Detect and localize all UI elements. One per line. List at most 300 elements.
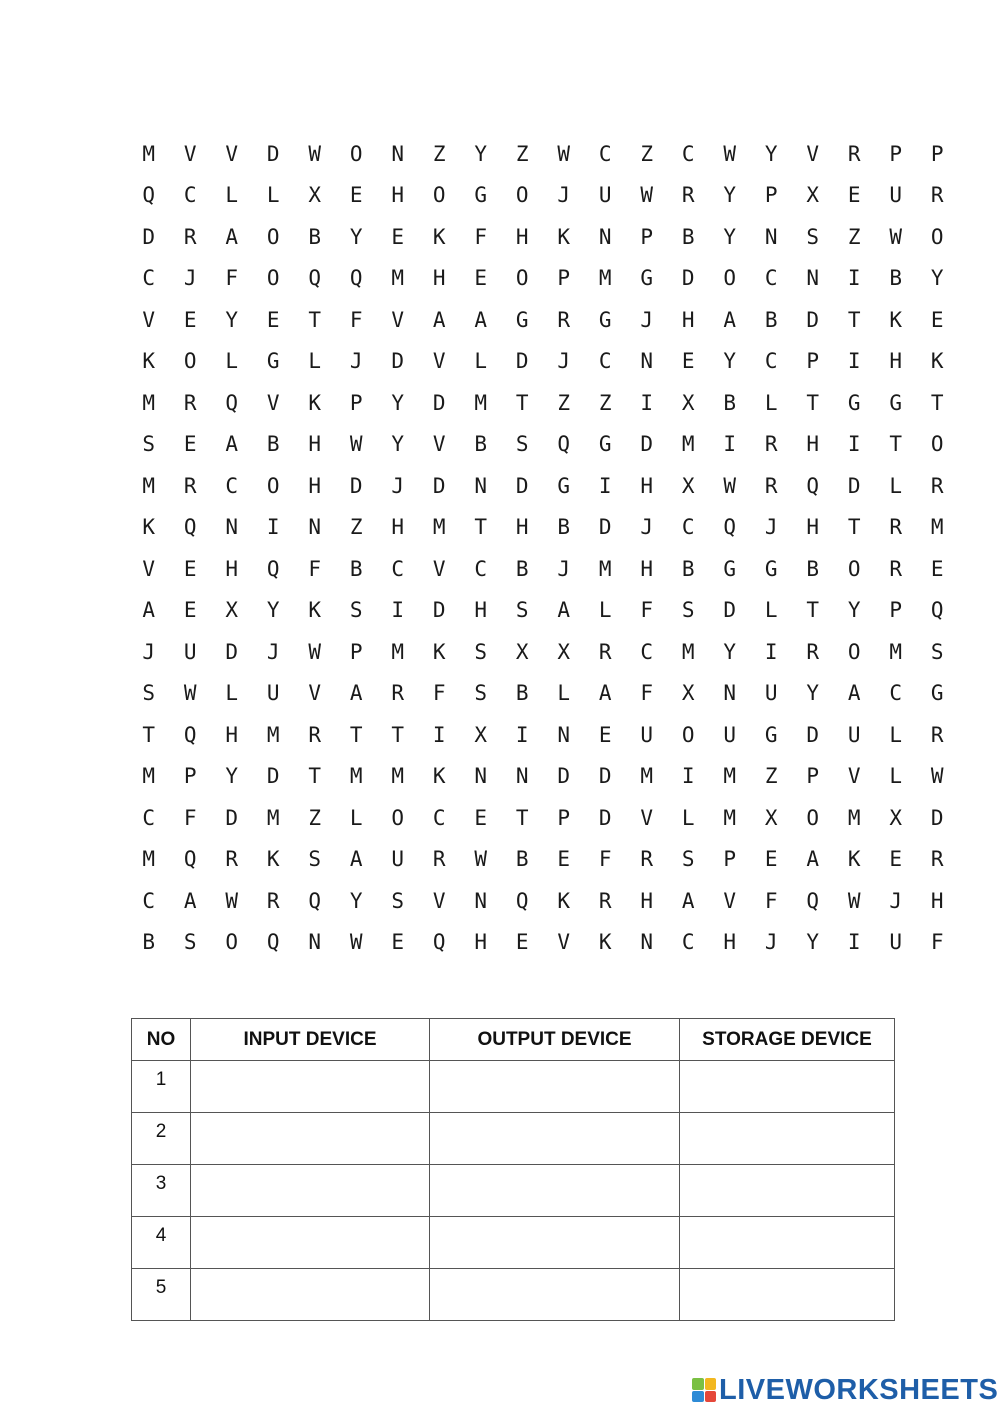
grid-letter[interactable]: W [723, 141, 737, 166]
grid-letter[interactable]: I [847, 432, 861, 457]
grid-letter[interactable]: M [432, 515, 446, 540]
grid-letter[interactable]: E [183, 598, 197, 623]
grid-letter[interactable]: Q [515, 888, 529, 913]
grid-letter[interactable]: J [557, 183, 571, 208]
grid-letter[interactable]: K [847, 847, 861, 872]
grid-letter[interactable]: Q [432, 930, 446, 955]
grid-letter[interactable]: N [308, 930, 322, 955]
grid-letter[interactable]: U [640, 722, 654, 747]
grid-letter[interactable]: Q [183, 515, 197, 540]
grid-letter[interactable]: T [474, 515, 488, 540]
grid-letter[interactable]: Z [764, 764, 778, 789]
grid-letter[interactable]: P [557, 805, 571, 830]
grid-letter[interactable]: Z [598, 390, 612, 415]
grid-letter[interactable]: F [764, 888, 778, 913]
grid-letter[interactable]: D [515, 349, 529, 374]
grid-letter[interactable]: L [225, 349, 239, 374]
grid-letter[interactable]: M [266, 722, 280, 747]
grid-letter[interactable]: A [847, 681, 861, 706]
grid-letter[interactable]: C [142, 888, 156, 913]
grid-letter[interactable]: L [225, 681, 239, 706]
grid-letter[interactable]: D [598, 764, 612, 789]
storage-device-cell[interactable] [680, 1113, 895, 1165]
grid-letter[interactable]: B [349, 556, 363, 581]
grid-letter[interactable]: G [515, 307, 529, 332]
grid-letter[interactable]: L [349, 805, 363, 830]
grid-letter[interactable]: K [889, 307, 903, 332]
grid-letter[interactable]: M [723, 805, 737, 830]
grid-letter[interactable]: C [640, 639, 654, 664]
grid-letter[interactable]: W [308, 141, 322, 166]
grid-letter[interactable]: G [764, 722, 778, 747]
grid-letter[interactable]: X [474, 722, 488, 747]
storage-device-cell[interactable] [680, 1061, 895, 1113]
grid-letter[interactable]: C [391, 556, 405, 581]
grid-letter[interactable]: H [681, 307, 695, 332]
grid-letter[interactable]: N [515, 764, 529, 789]
input-device-cell[interactable] [191, 1165, 430, 1217]
grid-letter[interactable]: E [930, 556, 944, 581]
grid-letter[interactable]: Y [391, 432, 405, 457]
grid-letter[interactable]: W [557, 141, 571, 166]
grid-letter[interactable]: X [681, 390, 695, 415]
grid-letter[interactable]: T [847, 307, 861, 332]
grid-letter[interactable]: F [930, 930, 944, 955]
grid-letter[interactable]: O [266, 266, 280, 291]
grid-letter[interactable]: C [142, 266, 156, 291]
grid-letter[interactable]: A [681, 888, 695, 913]
grid-letter[interactable]: O [349, 141, 363, 166]
grid-letter[interactable]: G [723, 556, 737, 581]
grid-letter[interactable]: A [225, 224, 239, 249]
grid-letter[interactable]: H [391, 515, 405, 540]
grid-letter[interactable]: A [225, 432, 239, 457]
storage-device-cell[interactable] [680, 1217, 895, 1269]
grid-letter[interactable]: R [391, 681, 405, 706]
grid-letter[interactable]: G [598, 432, 612, 457]
grid-letter[interactable]: N [474, 473, 488, 498]
grid-letter[interactable]: L [557, 681, 571, 706]
grid-letter[interactable]: T [889, 432, 903, 457]
grid-letter[interactable]: W [349, 432, 363, 457]
grid-letter[interactable]: N [806, 266, 820, 291]
grid-letter[interactable]: M [391, 639, 405, 664]
grid-letter[interactable]: X [806, 183, 820, 208]
grid-letter[interactable]: K [557, 224, 571, 249]
grid-letter[interactable]: D [142, 224, 156, 249]
grid-letter[interactable]: E [764, 847, 778, 872]
grid-letter[interactable]: L [764, 598, 778, 623]
grid-letter[interactable]: M [930, 515, 944, 540]
grid-letter[interactable]: T [308, 307, 322, 332]
grid-letter[interactable]: Y [806, 930, 820, 955]
grid-letter[interactable]: H [474, 930, 488, 955]
grid-letter[interactable]: L [598, 598, 612, 623]
grid-letter[interactable]: O [681, 722, 695, 747]
grid-letter[interactable]: E [474, 266, 488, 291]
grid-letter[interactable]: P [183, 764, 197, 789]
grid-letter[interactable]: W [889, 224, 903, 249]
grid-letter[interactable]: P [723, 847, 737, 872]
grid-letter[interactable]: U [847, 722, 861, 747]
grid-letter[interactable]: R [930, 847, 944, 872]
grid-letter[interactable]: W [225, 888, 239, 913]
grid-letter[interactable]: O [806, 805, 820, 830]
grid-letter[interactable]: V [308, 681, 322, 706]
grid-letter[interactable]: L [889, 722, 903, 747]
grid-letter[interactable]: M [142, 764, 156, 789]
grid-letter[interactable]: H [640, 888, 654, 913]
grid-letter[interactable]: J [557, 556, 571, 581]
grid-letter[interactable]: Q [557, 432, 571, 457]
grid-letter[interactable]: C [183, 183, 197, 208]
grid-letter[interactable]: S [142, 432, 156, 457]
grid-letter[interactable]: P [930, 141, 944, 166]
output-device-cell[interactable] [430, 1165, 680, 1217]
grid-letter[interactable]: N [308, 515, 322, 540]
grid-letter[interactable]: H [806, 515, 820, 540]
grid-letter[interactable]: K [598, 930, 612, 955]
grid-letter[interactable]: C [225, 473, 239, 498]
grid-letter[interactable]: Z [515, 141, 529, 166]
grid-letter[interactable]: H [432, 266, 446, 291]
grid-letter[interactable]: L [889, 473, 903, 498]
grid-letter[interactable]: V [142, 307, 156, 332]
grid-letter[interactable]: U [183, 639, 197, 664]
grid-letter[interactable]: N [391, 141, 405, 166]
grid-letter[interactable]: B [681, 224, 695, 249]
grid-letter[interactable]: L [681, 805, 695, 830]
grid-letter[interactable]: K [432, 224, 446, 249]
grid-letter[interactable]: M [142, 390, 156, 415]
grid-letter[interactable]: V [183, 141, 197, 166]
grid-letter[interactable]: J [349, 349, 363, 374]
grid-letter[interactable]: I [847, 266, 861, 291]
grid-letter[interactable]: M [889, 639, 903, 664]
grid-letter[interactable]: A [474, 307, 488, 332]
grid-letter[interactable]: E [474, 805, 488, 830]
grid-letter[interactable]: G [598, 307, 612, 332]
grid-letter[interactable]: M [391, 266, 405, 291]
grid-letter[interactable]: V [225, 141, 239, 166]
grid-letter[interactable]: N [225, 515, 239, 540]
grid-letter[interactable]: C [598, 349, 612, 374]
output-device-cell[interactable] [430, 1217, 680, 1269]
grid-letter[interactable]: X [308, 183, 322, 208]
grid-letter[interactable]: R [764, 432, 778, 457]
grid-letter[interactable]: D [557, 764, 571, 789]
grid-letter[interactable]: U [723, 722, 737, 747]
grid-letter[interactable]: E [183, 556, 197, 581]
grid-letter[interactable]: B [889, 266, 903, 291]
grid-letter[interactable]: B [557, 515, 571, 540]
grid-letter[interactable]: U [764, 681, 778, 706]
grid-letter[interactable]: P [557, 266, 571, 291]
grid-letter[interactable]: G [764, 556, 778, 581]
grid-letter[interactable]: J [391, 473, 405, 498]
grid-letter[interactable]: H [806, 432, 820, 457]
grid-letter[interactable]: A [432, 307, 446, 332]
grid-letter[interactable]: P [764, 183, 778, 208]
grid-letter[interactable]: C [598, 141, 612, 166]
grid-letter[interactable]: F [308, 556, 322, 581]
grid-letter[interactable]: B [806, 556, 820, 581]
grid-letter[interactable]: D [806, 722, 820, 747]
grid-letter[interactable]: E [515, 930, 529, 955]
grid-letter[interactable]: V [432, 349, 446, 374]
grid-letter[interactable]: E [557, 847, 571, 872]
grid-letter[interactable]: X [681, 681, 695, 706]
grid-letter[interactable]: J [764, 930, 778, 955]
grid-letter[interactable]: X [764, 805, 778, 830]
grid-letter[interactable]: Y [806, 681, 820, 706]
grid-letter[interactable]: U [598, 183, 612, 208]
grid-letter[interactable]: T [515, 805, 529, 830]
grid-letter[interactable]: M [474, 390, 488, 415]
grid-letter[interactable]: V [640, 805, 654, 830]
grid-letter[interactable]: H [515, 515, 529, 540]
grid-letter[interactable]: Q [183, 847, 197, 872]
grid-letter[interactable]: R [764, 473, 778, 498]
grid-letter[interactable]: L [889, 764, 903, 789]
grid-letter[interactable]: F [183, 805, 197, 830]
grid-letter[interactable]: L [308, 349, 322, 374]
output-device-cell[interactable] [430, 1269, 680, 1321]
grid-letter[interactable]: E [391, 224, 405, 249]
grid-letter[interactable]: O [930, 224, 944, 249]
grid-letter[interactable]: F [640, 598, 654, 623]
grid-letter[interactable]: A [723, 307, 737, 332]
grid-letter[interactable]: Q [142, 183, 156, 208]
grid-letter[interactable]: R [806, 639, 820, 664]
grid-letter[interactable]: D [598, 805, 612, 830]
grid-letter[interactable]: P [889, 141, 903, 166]
grid-letter[interactable]: A [598, 681, 612, 706]
grid-letter[interactable]: B [142, 930, 156, 955]
grid-letter[interactable]: F [225, 266, 239, 291]
grid-letter[interactable]: V [847, 764, 861, 789]
grid-letter[interactable]: R [930, 183, 944, 208]
grid-letter[interactable]: D [598, 515, 612, 540]
output-device-cell[interactable] [430, 1061, 680, 1113]
grid-letter[interactable]: G [640, 266, 654, 291]
grid-letter[interactable]: W [847, 888, 861, 913]
grid-letter[interactable]: M [598, 266, 612, 291]
grid-letter[interactable]: Z [557, 390, 571, 415]
grid-letter[interactable]: Q [723, 515, 737, 540]
grid-letter[interactable]: L [266, 183, 280, 208]
grid-letter[interactable]: B [474, 432, 488, 457]
grid-letter[interactable]: K [930, 349, 944, 374]
grid-letter[interactable]: K [142, 515, 156, 540]
grid-letter[interactable]: Q [806, 888, 820, 913]
grid-letter[interactable]: H [930, 888, 944, 913]
grid-letter[interactable]: O [183, 349, 197, 374]
grid-letter[interactable]: K [432, 639, 446, 664]
grid-letter[interactable]: S [681, 598, 695, 623]
grid-letter[interactable]: T [142, 722, 156, 747]
grid-letter[interactable]: T [806, 598, 820, 623]
grid-letter[interactable]: C [432, 805, 446, 830]
grid-letter[interactable]: P [806, 764, 820, 789]
grid-letter[interactable]: H [308, 473, 322, 498]
grid-letter[interactable]: G [266, 349, 280, 374]
grid-letter[interactable]: O [391, 805, 405, 830]
grid-letter[interactable]: R [930, 473, 944, 498]
grid-letter[interactable]: D [640, 432, 654, 457]
grid-letter[interactable]: R [598, 639, 612, 664]
grid-letter[interactable]: Y [764, 141, 778, 166]
grid-letter[interactable]: W [308, 639, 322, 664]
grid-letter[interactable]: C [142, 805, 156, 830]
grid-letter[interactable]: B [515, 556, 529, 581]
grid-letter[interactable]: R [557, 307, 571, 332]
grid-letter[interactable]: D [806, 307, 820, 332]
grid-letter[interactable]: W [723, 473, 737, 498]
grid-letter[interactable]: E [598, 722, 612, 747]
grid-letter[interactable]: R [889, 515, 903, 540]
grid-letter[interactable]: E [681, 349, 695, 374]
grid-letter[interactable]: T [806, 390, 820, 415]
grid-letter[interactable]: A [349, 847, 363, 872]
grid-letter[interactable]: S [806, 224, 820, 249]
grid-letter[interactable]: F [598, 847, 612, 872]
grid-letter[interactable]: H [640, 556, 654, 581]
grid-letter[interactable]: J [640, 307, 654, 332]
grid-letter[interactable]: K [432, 764, 446, 789]
grid-letter[interactable]: E [391, 930, 405, 955]
grid-letter[interactable]: S [515, 598, 529, 623]
grid-letter[interactable]: R [847, 141, 861, 166]
grid-letter[interactable]: Z [640, 141, 654, 166]
grid-letter[interactable]: C [681, 141, 695, 166]
grid-letter[interactable]: X [557, 639, 571, 664]
grid-letter[interactable]: O [432, 183, 446, 208]
grid-letter[interactable]: D [432, 473, 446, 498]
grid-letter[interactable]: N [640, 930, 654, 955]
grid-letter[interactable]: Y [391, 390, 405, 415]
grid-letter[interactable]: D [681, 266, 695, 291]
grid-letter[interactable]: Q [266, 556, 280, 581]
grid-letter[interactable]: H [225, 722, 239, 747]
grid-letter[interactable]: N [474, 764, 488, 789]
grid-letter[interactable]: E [930, 307, 944, 332]
grid-letter[interactable]: E [183, 307, 197, 332]
grid-letter[interactable]: R [183, 390, 197, 415]
grid-letter[interactable]: S [183, 930, 197, 955]
grid-letter[interactable]: O [266, 224, 280, 249]
grid-letter[interactable]: V [432, 556, 446, 581]
grid-letter[interactable]: V [142, 556, 156, 581]
grid-letter[interactable]: N [474, 888, 488, 913]
grid-letter[interactable]: P [349, 390, 363, 415]
grid-letter[interactable]: F [349, 307, 363, 332]
grid-letter[interactable]: O [723, 266, 737, 291]
grid-letter[interactable]: H [640, 473, 654, 498]
grid-letter[interactable]: H [225, 556, 239, 581]
grid-letter[interactable]: B [515, 847, 529, 872]
grid-letter[interactable]: Q [225, 390, 239, 415]
grid-letter[interactable]: I [640, 390, 654, 415]
grid-letter[interactable]: A [349, 681, 363, 706]
input-device-cell[interactable] [191, 1269, 430, 1321]
grid-letter[interactable]: W [349, 930, 363, 955]
grid-letter[interactable]: Y [349, 888, 363, 913]
grid-letter[interactable]: W [640, 183, 654, 208]
grid-letter[interactable]: S [474, 639, 488, 664]
grid-letter[interactable]: J [142, 639, 156, 664]
grid-letter[interactable]: C [889, 681, 903, 706]
grid-letter[interactable]: R [308, 722, 322, 747]
grid-letter[interactable]: L [764, 390, 778, 415]
grid-letter[interactable]: H [723, 930, 737, 955]
grid-letter[interactable]: N [557, 722, 571, 747]
grid-letter[interactable]: M [142, 847, 156, 872]
grid-letter[interactable]: V [806, 141, 820, 166]
grid-letter[interactable]: T [349, 722, 363, 747]
grid-letter[interactable]: T [847, 515, 861, 540]
grid-letter[interactable]: O [930, 432, 944, 457]
grid-letter[interactable]: Y [930, 266, 944, 291]
grid-letter[interactable]: O [225, 930, 239, 955]
grid-letter[interactable]: R [432, 847, 446, 872]
grid-letter[interactable]: C [681, 930, 695, 955]
grid-letter[interactable]: R [640, 847, 654, 872]
grid-letter[interactable]: Q [806, 473, 820, 498]
grid-letter[interactable]: Y [349, 224, 363, 249]
grid-letter[interactable]: I [432, 722, 446, 747]
grid-letter[interactable]: S [308, 847, 322, 872]
grid-letter[interactable]: M [723, 764, 737, 789]
grid-letter[interactable]: P [889, 598, 903, 623]
grid-letter[interactable]: O [515, 183, 529, 208]
grid-letter[interactable]: M [266, 805, 280, 830]
grid-letter[interactable]: Z [349, 515, 363, 540]
grid-letter[interactable]: V [557, 930, 571, 955]
grid-letter[interactable]: P [349, 639, 363, 664]
grid-letter[interactable]: J [266, 639, 280, 664]
grid-letter[interactable]: Y [474, 141, 488, 166]
grid-letter[interactable]: H [391, 183, 405, 208]
grid-letter[interactable]: V [432, 432, 446, 457]
grid-letter[interactable]: R [225, 847, 239, 872]
grid-letter[interactable]: J [557, 349, 571, 374]
grid-letter[interactable]: J [183, 266, 197, 291]
grid-letter[interactable]: K [142, 349, 156, 374]
grid-letter[interactable]: I [681, 764, 695, 789]
input-device-cell[interactable] [191, 1217, 430, 1269]
grid-letter[interactable]: E [349, 183, 363, 208]
grid-letter[interactable]: Q [266, 930, 280, 955]
grid-letter[interactable]: D [930, 805, 944, 830]
grid-letter[interactable]: K [266, 847, 280, 872]
grid-letter[interactable]: Q [349, 266, 363, 291]
grid-letter[interactable]: Q [308, 888, 322, 913]
grid-letter[interactable]: E [889, 847, 903, 872]
grid-letter[interactable]: U [266, 681, 280, 706]
grid-letter[interactable]: G [557, 473, 571, 498]
grid-letter[interactable]: B [515, 681, 529, 706]
grid-letter[interactable]: B [723, 390, 737, 415]
grid-letter[interactable]: P [806, 349, 820, 374]
grid-letter[interactable]: D [847, 473, 861, 498]
grid-letter[interactable]: T [515, 390, 529, 415]
grid-letter[interactable]: W [474, 847, 488, 872]
grid-letter[interactable]: J [764, 515, 778, 540]
grid-letter[interactable]: M [681, 639, 695, 664]
grid-letter[interactable]: T [391, 722, 405, 747]
grid-letter[interactable]: A [183, 888, 197, 913]
